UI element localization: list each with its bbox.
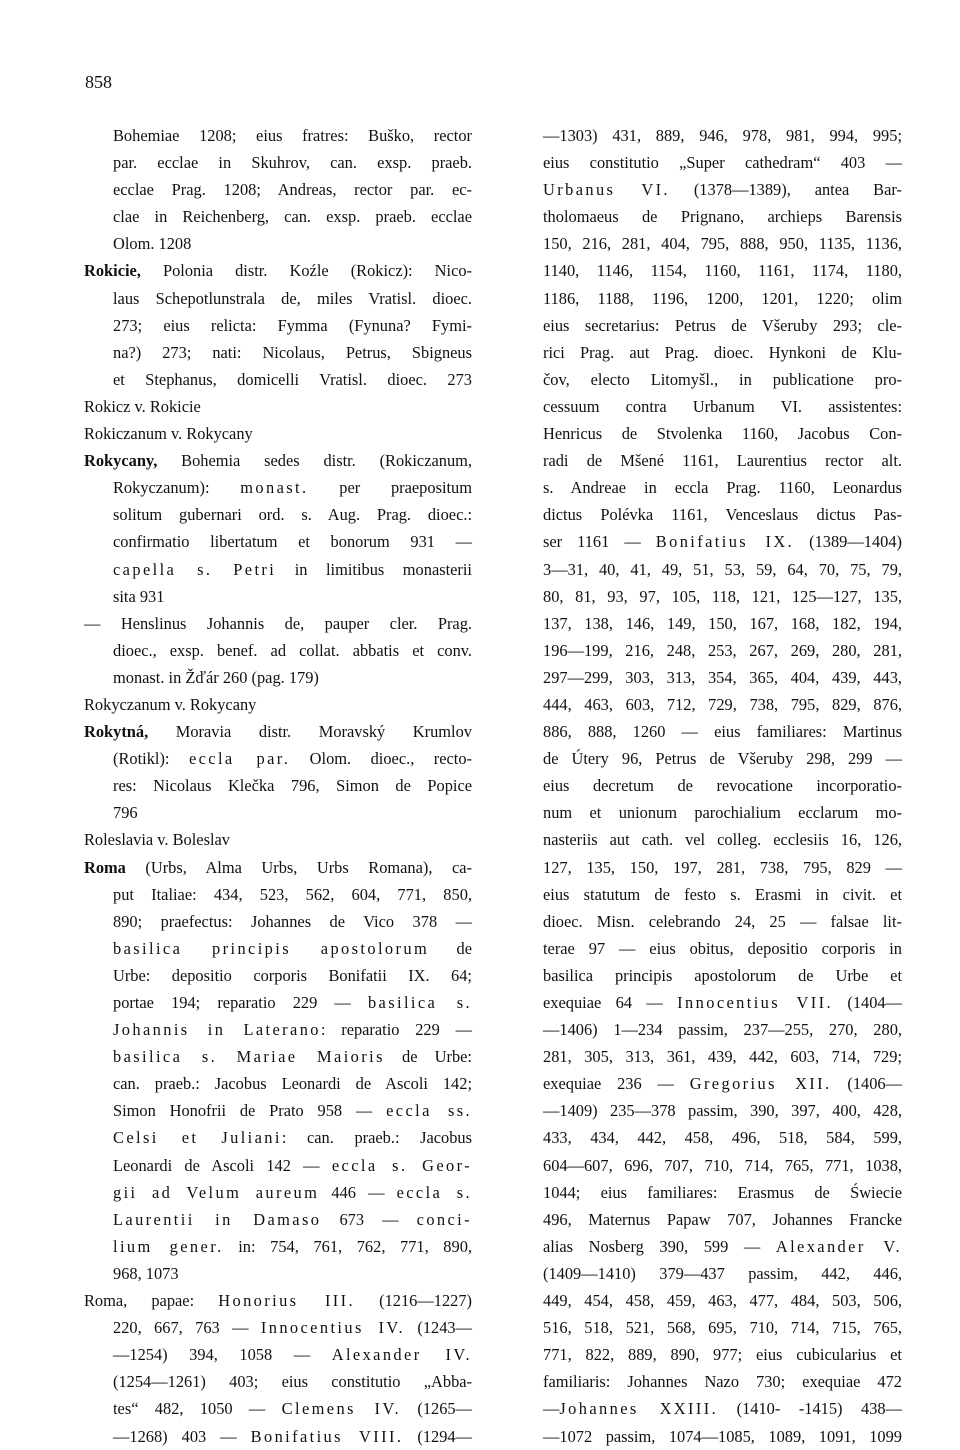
index-line [84,718,472,745]
index-line [514,1423,902,1450]
line-text: terae 97 — eius obitus, depositio corporis in [543,938,902,958]
index-line [84,393,472,420]
spaced-text: basilica s. [367,993,472,1012]
headword: Rokicie, [84,261,141,281]
index-line [514,691,902,718]
index-line [84,1179,472,1206]
line-text: solitum gubernari ord. s. Aug. Prag. dioec.: [113,505,472,525]
line-text: nasteriis aut cath. vel colleg. ecclesiis 16, 126, [543,830,902,850]
index-line [514,1152,902,1179]
spaced-text: Johannis in Laterano [113,1020,321,1040]
line-text: —1268) 403 — [113,1426,251,1446]
line-text: 273; eius relicta: Fymma (Fynuna? Fymi- [113,315,472,335]
spaced-text: Innocentius IV. [260,1318,405,1338]
index-line [514,339,902,366]
line-text: 890; praefectus: Johannes de Vico 378 — [113,911,472,931]
index-line [84,1152,472,1179]
line-text: Olom. 1208 [113,234,192,254]
line-text: : can. praeb.: Jacobus [281,1128,472,1148]
index-line [514,149,902,176]
index-line [84,935,472,962]
line-text: 196—199, 216, 248, 253, 267, 269, 280, 281, [543,640,902,660]
line-text: 281, 305, 313, 361, 439, 442, 603, 714, 729; [543,1047,902,1067]
index-line [514,285,902,312]
line-text: res: Nicolaus Klečka 796, Simon de Popice [113,776,472,796]
line-text: (1410- -1415) 438— [718,1399,902,1419]
line-text: 886, 888, 1260 — eius familiares: Martinus [543,722,902,742]
line-text: radi de Mšené 1161, Laurentius rector alt. [543,451,902,471]
line-text: 150, 216, 281, 404, 795, 888, 950, 1135, 1136, [543,234,902,254]
index-line [514,908,902,935]
index-line [514,1097,902,1124]
line-text: (1378—1389), antea Bar- [669,180,902,200]
index-line [84,881,472,908]
index-line [84,1043,472,1070]
page-number: 858 [85,72,112,92]
index-line [84,285,472,312]
index-line [84,691,472,718]
line-text: Olom. dioec., recto- [290,749,472,769]
line-text: 3—31, 40, 41, 49, 51, 53, 59, 64, 70, 75, 79, [543,559,902,579]
line-text: (1404— [832,993,902,1012]
line-text: —1409) 235—378 passim, 390, 397, 400, 428, [543,1101,902,1121]
line-text: Urbe: depositio corporis Bonifatii IX. 64; [113,965,472,985]
index-line [514,230,902,257]
line-text: čov, electo Litomyšl., in publicatione pro- [543,369,902,389]
index-line [514,393,902,420]
index-line [84,420,472,447]
index-line [84,149,472,176]
index-line [84,962,472,989]
line-text: 297—299, 303, 313, 354, 365, 404, 439, 443, [543,667,902,687]
index-line [84,989,472,1016]
index-line [514,312,902,339]
line-text: clae in Reichenberg, can. exsp. praeb. ecclae [113,207,472,227]
line-text: 1044; eius familiares: Erasmus de Świecie [543,1182,902,1202]
spaced-text: Clemens IV. [281,1399,402,1419]
line-text: rici Prag. aut Prag. dioec. Hynkoni de Klu- [543,342,902,362]
index-line [514,962,902,989]
line-text: Roma, papae: [84,1291,219,1311]
line-text: 433, 434, 442, 458, 496, 518, 584, 599, [543,1128,902,1148]
spaced-text: Bonifatius VIII. [250,1426,404,1446]
index-line [84,610,472,637]
line-text: alias Nosberg 390, 599 — [543,1236,776,1256]
index-line [514,583,902,610]
line-text: 220, 667, 763 — [113,1318,261,1338]
line-text: — Henslinus Johannis de, pauper cler. Prag. [84,613,472,633]
index-line [84,1097,472,1124]
index-line [84,1395,472,1422]
index-line [514,826,902,853]
index-line [514,1043,902,1070]
spaced-text: Alexander V. [775,1236,902,1256]
line-text: exequiae 64 — [543,993,678,1012]
index-line [84,474,472,501]
index-line [84,312,472,339]
line-text: Roleslavia v. Boleslav [84,830,230,850]
line-text: basilica principis apostolorum de Urbe et [543,965,902,985]
line-text: Simon Honofrii de Prato 958 — [113,1101,387,1121]
line-text: ser 1161 — [543,532,656,552]
index-line [514,989,902,1016]
headword: Rokycany, [84,451,158,471]
index-line [84,1124,472,1151]
line-text: tholomaeus de Prignano, archieps Barensis [543,207,902,227]
index-line [514,1314,902,1341]
index-line [84,501,472,528]
headword: Rokytná, [84,722,149,742]
index-line [84,745,472,772]
index-line [84,1368,472,1395]
line-text: de [429,938,472,958]
index-line [84,257,472,284]
index-line [514,610,902,637]
index-line [84,1423,472,1450]
line-text: in: 754, 761, 762, 771, 890, [223,1236,472,1256]
spaced-text: Urbanus VI. [543,180,670,200]
spaced-text: eccla ss. [386,1101,472,1121]
index-line [84,1206,472,1233]
spaced-text: lium gener. [113,1236,224,1256]
line-text: 449, 454, 458, 459, 463, 477, 484, 503, 506, [543,1291,902,1311]
line-text: 444, 463, 603, 712, 729, 738, 795, 829, 876, [543,694,902,714]
line-text: 771, 822, 889, 890, 977; eius cubicularius et [543,1345,902,1365]
index-line [514,528,902,555]
right-column [514,122,902,1450]
line-text: na?) 273; nati: Nicolaus, Petrus, Sbigneus [113,342,472,362]
line-text: monast. in Žďár 260 (pag. 179) [113,667,319,687]
line-text: Moravia distr. Moravský Krumlov [148,722,472,742]
index-line [514,745,902,772]
line-text: 796 [113,803,138,823]
line-text: —1254) 394, 1058 — [113,1345,332,1365]
index-line [514,176,902,203]
index-line [84,366,472,393]
line-text: confirmatio libertatum et bonorum 931 — [113,532,472,552]
line-text: put Italiae: 434, 523, 562, 604, 771, 850, [113,884,472,904]
spaced-text: basilica principis apostolorum [113,938,430,958]
spaced-text: Celsi et Juliani [113,1128,282,1148]
spaced-text: Gregorius XII. [689,1074,832,1094]
index-line [84,447,472,474]
index-line [84,637,472,664]
index-line [514,1124,902,1151]
line-text: (Rotikl): [113,749,189,769]
line-text: —1406) 1—234 passim, 237—255, 270, 280, [543,1020,902,1040]
index-line [514,1016,902,1043]
index-line [84,583,472,610]
index-line [514,257,902,284]
line-text: Rokiczanum v. Rokycany [84,424,253,444]
line-text: ecclae Prag. 1208; Andreas, rector par. ec- [113,180,472,200]
line-text: num et unionum parochialium ecclarum mo- [543,803,902,823]
left-column [84,122,472,1450]
line-text: (1409—1410) 379—437 passim, 442, 446, [543,1263,902,1283]
index-line [514,447,902,474]
spaced-text: eccla s. [396,1182,472,1202]
line-text: —1072 passim, 1074—1085, 1089, 1091, 1099 [543,1426,902,1446]
index-line [514,854,902,881]
spaced-text: capella s. Petri [113,559,277,579]
index-line [84,1314,472,1341]
line-text: Rokyczanum v. Rokycany [84,694,257,714]
line-text: dioec. Misn. celebrando 24, 25 — falsae lit- [543,911,902,931]
line-text: eius constitutio „Super cathedram“ 403 — [543,153,902,173]
index-line [84,230,472,257]
index-line [514,501,902,528]
headword: Roma [84,857,126,877]
line-text: (1243— [405,1318,473,1338]
index-line [84,556,472,583]
line-text: 604—607, 696, 707, 710, 714, 765, 771, 1038, [543,1155,902,1175]
index-line [514,556,902,583]
spaced-text: eccla par. [188,749,291,769]
line-text: 80, 81, 93, 97, 105, 118, 121, 125—127, 135, [543,586,902,606]
index-line [84,908,472,935]
line-text: 673 — [321,1209,417,1229]
spaced-text: Laurentii in Damaso [113,1209,322,1229]
line-text: eius statutum de festo s. Erasmi in civit. et [543,884,902,904]
line-text: laus Schepotlunstrala de, miles Vratisl. dioec. [113,288,472,308]
index-line [514,1179,902,1206]
line-text: cessuum contra Urbanum VI. assistentes: [543,396,902,416]
index-line [514,935,902,962]
line-text: et Stephanus, domicelli Vratisl. dioec. 273 [113,369,472,389]
spaced-text: Innocentius VII. [677,993,833,1012]
index-line [514,1287,902,1314]
spaced-text: eccla s. Geor- [331,1155,473,1175]
line-text: tes“ 482, 1050 — [113,1399,282,1419]
spaced-text: Johannes XXIII. [559,1399,719,1419]
spaced-text: gii ad Velum aureum [113,1182,320,1202]
line-text: eius decretum de revocatione incorporatio- [543,776,902,796]
index-line [514,420,902,447]
line-text: s. Andreae in eccla Prag. 1160, Leonardus [543,478,902,498]
line-text: : reparatio 229 — [320,1020,472,1040]
index-line [84,1070,472,1097]
spaced-text: basilica s. Mariae Maioris [113,1047,385,1067]
spaced-text: Bonifatius IX. [655,532,795,552]
index-line [84,1260,472,1287]
index-line [84,176,472,203]
index-line [514,1206,902,1233]
index-line [84,1233,472,1260]
line-text: 1140, 1146, 1154, 1160, 1161, 1174, 1180, [543,261,902,281]
line-text: Bohemiae 1208; eius fratres: Buško, rector [113,126,472,145]
index-line [84,772,472,799]
line-text: de Urbe: [384,1047,472,1067]
index-line [84,203,472,230]
line-text: (1389—1404) [794,532,903,552]
line-text: — [543,1399,560,1419]
index-line [84,122,472,149]
line-text: Henricus de Stvolenka 1160, Jacobus Con- [543,424,902,444]
index-line [84,1341,472,1368]
index-line [514,203,902,230]
line-text: Polonia distr. Koźle (Rokicz): Nico- [140,261,472,281]
line-text: in limitibus monasterii [276,559,472,579]
line-text: per praepositum [308,478,472,498]
index-line [514,474,902,501]
index-line [514,664,902,691]
line-text: 1186, 1188, 1196, 1200, 1201, 1220; olim [543,288,902,308]
index-line [514,718,902,745]
index-line [514,1341,902,1368]
line-text: dioec., exsp. benef. ad collat. abbatis et conv. [113,640,472,660]
line-text: Bohemia sedes distr. (Rokiczanum, [157,451,472,471]
line-text: (Urbs, Alma Urbs, Urbs Romana), ca- [125,857,472,877]
line-text: —1303) 431, 889, 946, 978, 981, 994, 995; [543,126,902,145]
line-text: familiaris: Johannes Nazo 730; exequiae 472 [543,1372,902,1392]
line-text: 137, 138, 146, 149, 150, 167, 168, 182, 194, [543,613,902,633]
line-text: de Útery 96, Petrus de Všeruby 298, 299 — [543,749,902,769]
line-text: 446 — [319,1182,397,1202]
line-text: (1406— [831,1074,902,1094]
spaced-text: Honorius III. [218,1291,356,1311]
line-text: dictus Polévka 1161, Venceslaus dictus Pas- [543,505,902,525]
index-line [84,854,472,881]
line-text: (1265— [401,1399,472,1419]
index-line [84,826,472,853]
index-line [514,637,902,664]
line-text: (1294— [403,1426,472,1446]
index-line [514,1260,902,1287]
line-text: exequiae 236 — [543,1074,690,1094]
line-text: can. praeb.: Jacobus Leonardi de Ascoli 142; [113,1074,472,1094]
line-text: 968, 1073 [113,1263,179,1283]
spaced-text: Alexander IV. [331,1345,472,1365]
line-text: (1254—1261) 403; eius constitutio „Abba- [113,1372,472,1392]
line-text: 127, 135, 150, 197, 281, 738, 795, 829 — [543,857,902,877]
line-text: Rokyczanum): [113,478,241,498]
index-line [514,1070,902,1097]
index-line [514,881,902,908]
index-line [84,1287,472,1314]
spaced-text: monast. [240,478,309,498]
index-line [514,799,902,826]
index-line [84,799,472,826]
index-line [84,1016,472,1043]
spaced-text: conci- [416,1209,472,1229]
line-text: portae 194; reparatio 229 — [113,993,368,1012]
index-line [514,1395,902,1422]
index-line [514,1233,902,1260]
line-text: Leonardi de Ascoli 142 — [113,1155,332,1175]
line-text: sita 931 [113,586,165,606]
index-line [514,1368,902,1395]
line-text: eius secretarius: Petrus de Všeruby 293; cle- [543,315,902,335]
index-line [514,366,902,393]
line-text: Rokicz v. Rokicie [84,396,201,416]
line-text: (1216—1227) [355,1291,473,1311]
line-text: par. ecclae in Skuhrov, can. exsp. praeb. [113,153,472,173]
line-text: 516, 518, 521, 568, 695, 710, 714, 715, 765, [543,1318,902,1338]
index-line [514,772,902,799]
index-line [84,664,472,691]
index-line [84,339,472,366]
index-line [514,122,902,149]
index-line [84,528,472,555]
line-text: 496, Maternus Papaw 707, Johannes Francke [543,1209,902,1229]
